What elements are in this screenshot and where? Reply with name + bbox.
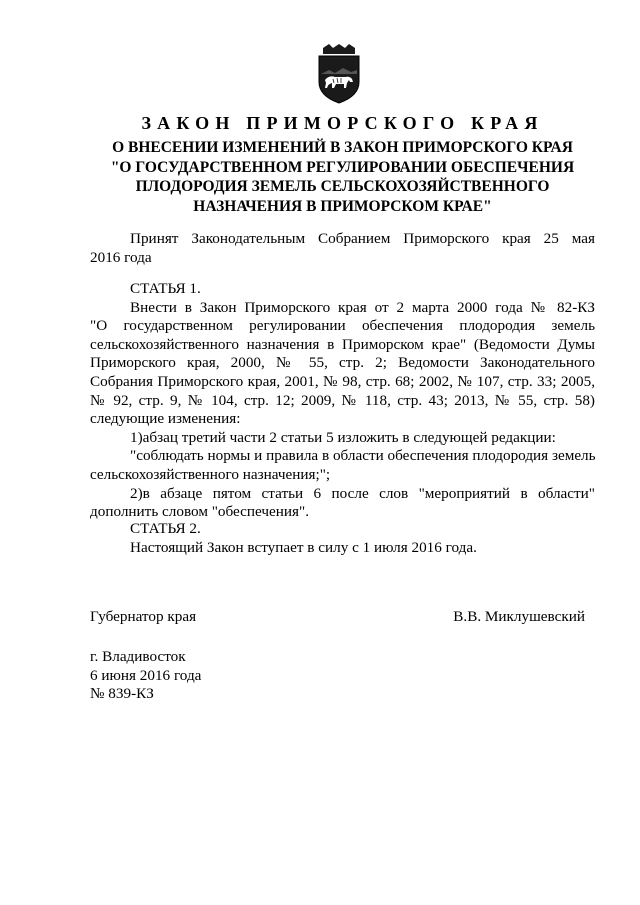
- amendment-item-2-continued: дополнить словом "обеспечения".: [90, 503, 310, 521]
- article-line: № 92, стр. 9, № 104, стр. 12; 2009, № 118, стр. 43; 2013, № 55, стр. 58): [90, 391, 595, 409]
- primorsky-krai-coat-of-arms-icon: [313, 44, 365, 104]
- subtitle-line: НАЗНАЧЕНИЯ В ПРИМОРСКОМ КРАЕ": [193, 197, 492, 215]
- subtitle-line: "О ГОСУДАРСТВЕННОМ РЕГУЛИРОВАНИИ ОБЕСПЕЧЕНИЯ: [110, 158, 575, 176]
- amendment-quote: "соблюдать нормы и правила в области обеспечения плодородия земель: [130, 447, 596, 465]
- adoption-line: Принят Законодательным Собранием Приморского края 25 мая: [130, 230, 595, 247]
- law-number: № 839-КЗ: [90, 685, 154, 703]
- article-text: Настоящий Закон вступает в силу с 1 июля 2016 года.: [130, 538, 477, 556]
- amendment-item-2: 2)в абзаце пятом статьи 6 после слов "мероприятий в области": [130, 484, 595, 502]
- amendment-item-1: 1)абзац третий части 2 статьи 5 изложить в следующей редакции:: [130, 428, 556, 446]
- article-line: "О государственном регулировании обеспечения плодородия земель: [90, 317, 595, 335]
- place-date-block: [90, 648, 201, 704]
- law-subtitle: [90, 138, 595, 216]
- subtitle-line: О ВНЕСЕНИИ ИЗМЕНЕНИЙ В ЗАКОН ПРИМОРСКОГО КРАЯ: [112, 139, 573, 156]
- article-line: следующие изменения:: [90, 410, 241, 428]
- article-line: Внести в Закон Приморского края от 2 марта 2000 года № 82-КЗ: [130, 298, 595, 316]
- signatory-name: В.В. Миклушевский: [453, 608, 585, 625]
- amendment-quote: сельскохозяйственного назначения;";: [90, 465, 331, 483]
- article-line: Собрания Приморского края, 2001, № 98, стр. 68; 2002, № 107, стр. 33; 2005,: [90, 372, 595, 390]
- adoption-line: 2016 года: [90, 248, 152, 266]
- law-title: ЗАКОН ПРИМОРСКОГО КРАЯ: [141, 113, 544, 133]
- adoption-statement: [90, 230, 595, 267]
- article-line: Приморского края, 2000, № 55, стр. 2; Ведомости Законодательного: [90, 354, 595, 372]
- signing-date: 6 июня 2016 года: [90, 666, 202, 684]
- article-heading: СТАТЬЯ 1.: [130, 280, 201, 297]
- signatory-position: Губернатор края: [90, 608, 197, 625]
- article-heading: СТАТЬЯ 2.: [130, 520, 201, 537]
- subtitle-line: ПЛОДОРОДИЯ ЗЕМЕЛЬ СЕЛЬСКОХОЗЯЙСТВЕННОГО: [135, 178, 550, 195]
- article-2: [90, 520, 595, 557]
- city: г. Владивосток: [90, 648, 186, 665]
- article-1: [90, 280, 595, 522]
- article-line: сельскохозяйственного назначения в Приморском крае" (Ведомости Думы: [90, 335, 595, 353]
